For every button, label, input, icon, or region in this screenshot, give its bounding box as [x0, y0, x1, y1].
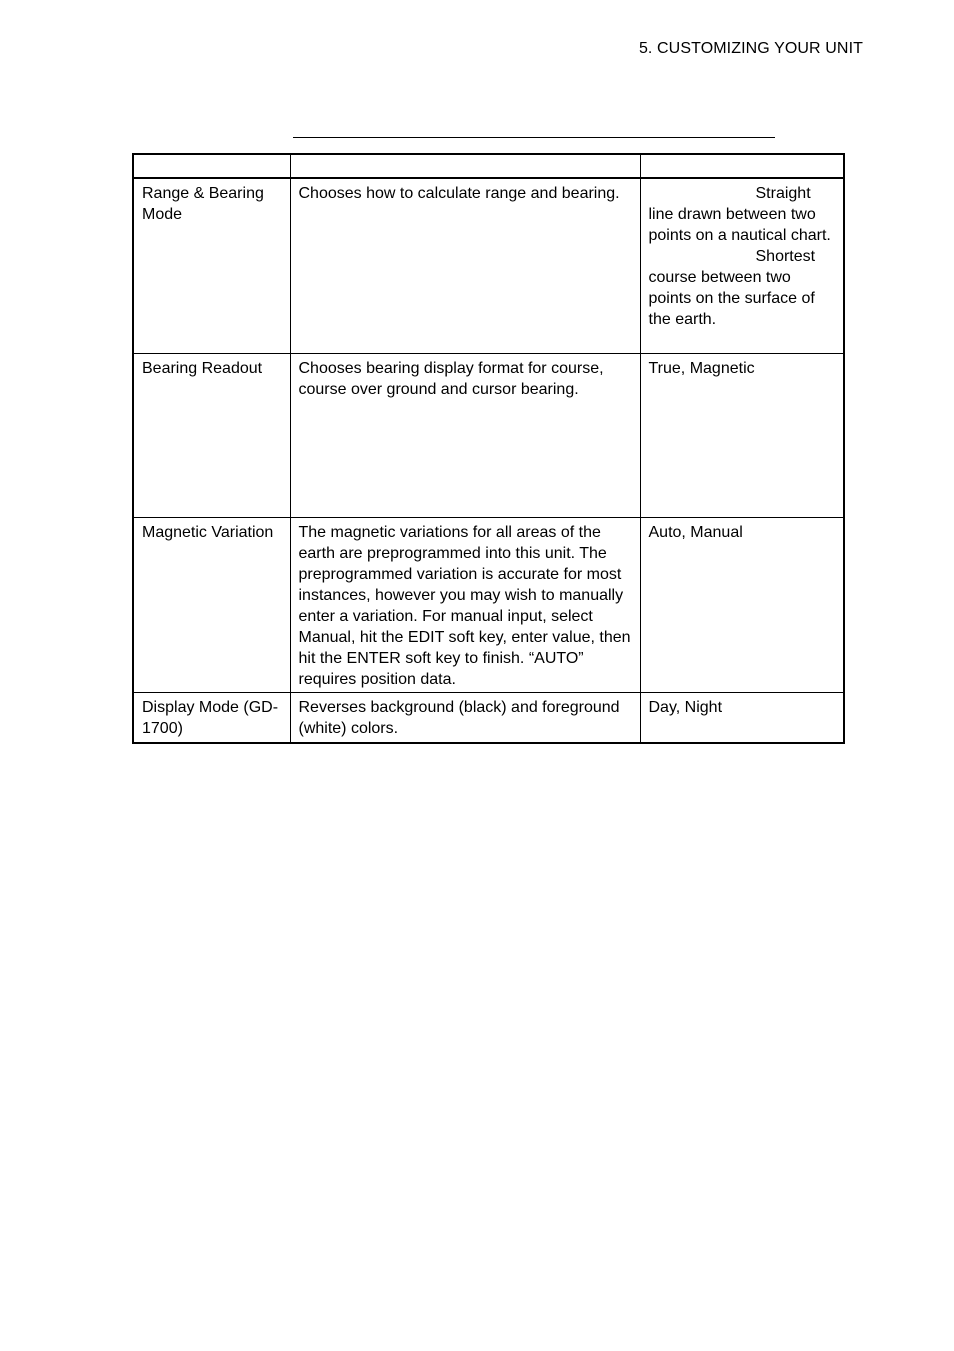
item-cell: Bearing Readout — [133, 354, 290, 518]
table-row — [133, 518, 844, 693]
header-cell-item — [133, 154, 290, 178]
options-cell — [640, 178, 844, 354]
description-cell: Reverses background (black) and foreground (white) colors. — [290, 693, 640, 744]
table-row — [133, 354, 844, 518]
description-cell: The magnetic variations for all areas of the earth are preprogrammed into this unit. The preprogrammed variation is accurate for most instances, however you may wish to manually enter a variation. For manual input, select Manual, hit the EDIT soft key, enter value, then hit the ENTER soft key to finish. “AUTO” requires position data. — [290, 518, 640, 693]
options-cell: Auto, Manual — [640, 518, 844, 693]
options-cell: Day, Night — [640, 693, 844, 744]
settings-table — [132, 153, 845, 744]
option-text: course between two points on the surface of the earth. — [648, 269, 815, 328]
option-text: line drawn between two points on a nautical chart. — [648, 206, 831, 244]
options-cell: True, Magnetic — [640, 354, 844, 518]
table-header-row — [133, 154, 844, 178]
option-text: Shortest — [755, 248, 816, 265]
table-row — [133, 693, 844, 744]
header-cell-description — [290, 154, 640, 178]
description-cell: Chooses bearing display format for course, course over ground and cursor bearing. — [290, 354, 640, 518]
option-text: Straight — [755, 185, 811, 202]
item-cell: Display Mode (GD-1700) — [133, 693, 290, 744]
description-cell: Chooses how to calculate range and bearing. — [290, 178, 640, 354]
header-cell-options — [640, 154, 844, 178]
item-cell: Magnetic Variation — [133, 518, 290, 693]
item-cell: Range & Bearing Mode — [133, 178, 290, 354]
table-row — [133, 178, 844, 354]
title-underline — [293, 137, 775, 138]
running-header: 5. CUSTOMIZING YOUR UNIT — [638, 40, 863, 57]
